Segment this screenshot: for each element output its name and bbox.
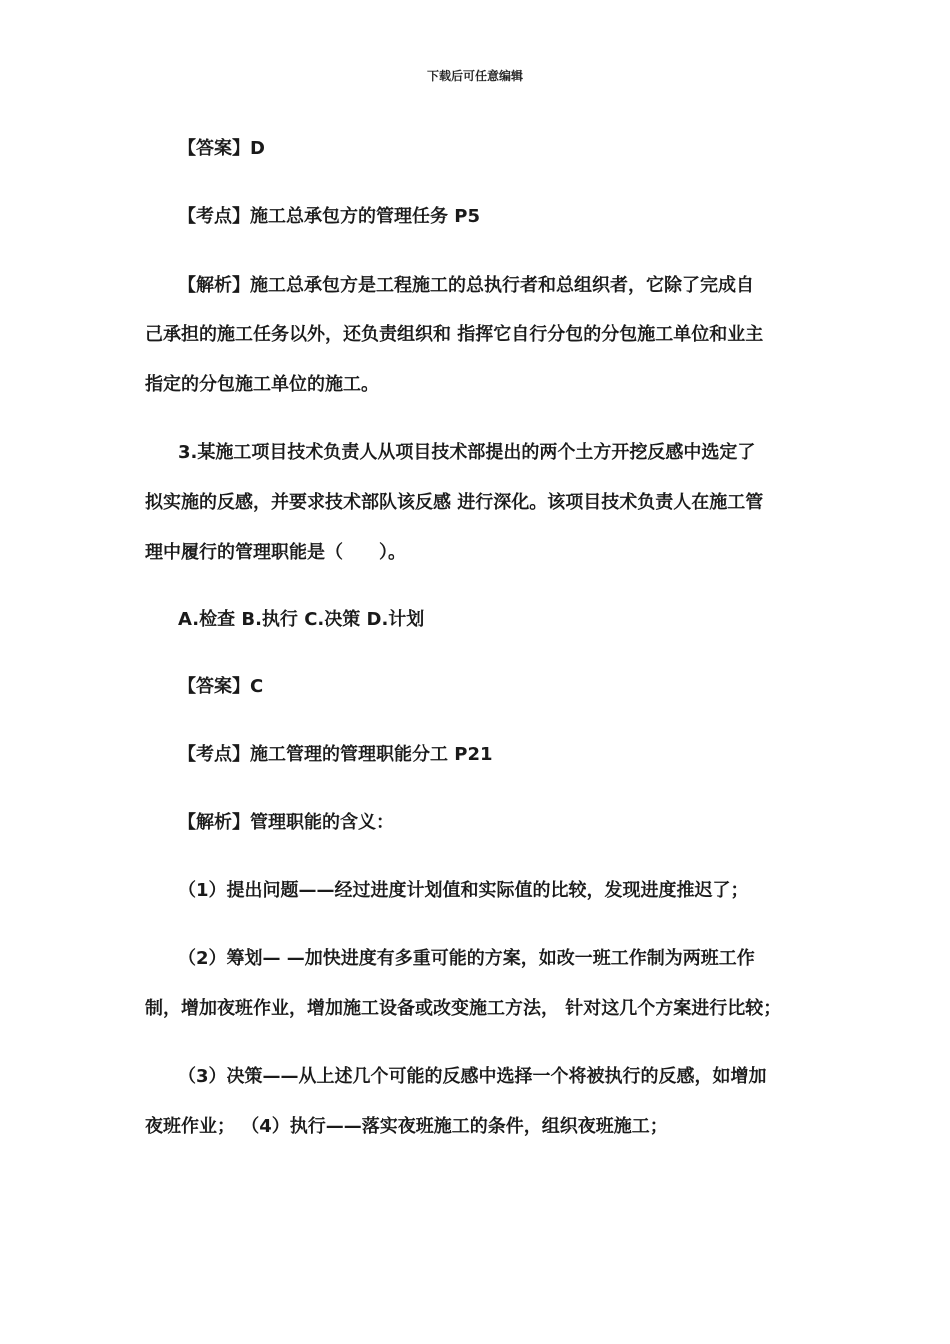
question-line-1: 3.某施工项目技术负责人从项目技术部提出的两个土方开挖反感中选定了 <box>178 442 756 463</box>
function-item-1: （1）提出问题——经过进度计划值和实际值的比较，发现进度推迟了； <box>178 880 749 901</box>
function-item-2-line-2: 制，增加夜班作业，增加施工设备或改变施工方法， 针对这几个方案进行比较； <box>145 998 782 1019</box>
question-line-2: 拟实施的反感，并要求技术部队该反感 进行深化。该项目技术负责人在施工管 <box>145 492 764 513</box>
page-header: 下载后可任意编辑 <box>426 69 523 83</box>
answer-line-2: 【答案】C <box>178 676 264 697</box>
analysis-heading-2: 【解析】管理职能的含义： <box>178 812 394 833</box>
analysis-line-1: 【解析】施工总承包方是工程施工的总执行者和总组织者，它除了完成自 <box>178 275 754 296</box>
function-item-3-line-1: （3）决策——从上述几个可能的反感中选择一个将被执行的反感，如增加 <box>178 1066 767 1087</box>
answer-line-1: 【答案】D <box>178 138 265 159</box>
options-line: A.检查 B.执行 C.决策 D.计划 <box>178 609 425 630</box>
question-line-3: 理中履行的管理职能是（ ）。 <box>145 542 406 563</box>
function-item-3-line-2: 夜班作业； （4）执行——落实夜班施工的条件，组织夜班施工； <box>145 1116 668 1137</box>
function-item-2-line-1: （2）筹划— —加快进度有多重可能的方案，如改一班工作制为两班工作 <box>178 948 755 969</box>
topic-line-2: 【考点】施工管理的管理职能分工 P21 <box>178 744 493 765</box>
topic-line-1: 【考点】施工总承包方的管理任务 P5 <box>178 206 480 227</box>
analysis-line-2: 己承担的施工任务以外，还负责组织和 指挥它自行分包的分包施工单位和业主 <box>145 324 764 345</box>
analysis-line-3: 指定的分包施工单位的施工。 <box>145 374 379 395</box>
